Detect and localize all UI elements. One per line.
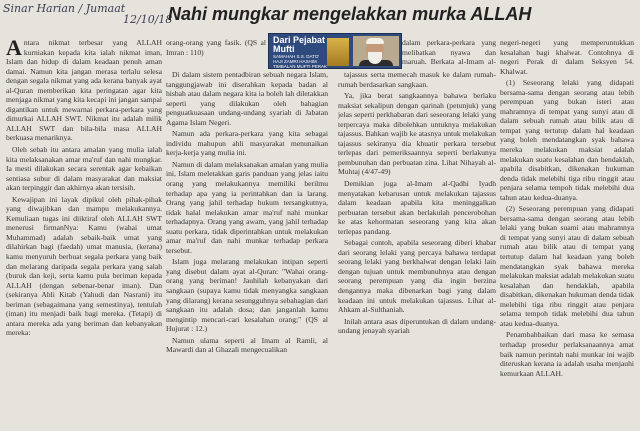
article-column-2 — [166, 70, 328, 431]
handwritten-source: Sinar Harian / Jumaat — [3, 2, 126, 15]
col2-paragraph-2: Namun ada perkara-perkara yang kita sebagai individu mahupun ahli masyarakat menunaikan kerja-kerja yang mulia ini. — [166, 129, 328, 158]
col3-paragraph-5: Inilah antara asas diperuntukan di dalam undang-undang jenayah syariah — [338, 316, 496, 336]
col3-top-text: dalam perkara-perkara yang melibatkan nyawa dan maruah. Berkata al-Imam al- — [402, 38, 496, 67]
mosque-building-image — [327, 38, 349, 66]
article-column-4 — [500, 38, 634, 431]
col4-paragraph-1: negeri-negeri yang memperuntukkan kesalahan bagi khalwat. Contohnya di negeri Perak di dalam Seksyen 54. Khalwat. — [500, 38, 634, 76]
col3-paragraph-2: Ya, jika berat sangkaannya bahawa berlaku maksiat sekalipun dengan qarinah (petunjuk) yang jelas seperti perkhabaran dari seseorang lelaki yang terpercaya maka dibolehkan untuknya melakukan tajassus. Bahkan wajib ke atasnya untuk melakukan tajassus sekiranya dia khuatir perkara tersebut terlepas dari pemeriksaannya seperti berlakunya pembunuhan dan perbuatan zina. Lihat Nihayah al-Muhtaj (4/47-49) — [338, 91, 496, 177]
col2-paragraph-4: Islam juga melarang melakukan intipan seperti yang disebut dalam ayat al-Quran: "Wahai orang-orang yang beriman! Jauhilah kebanyakan dari sangkaan (supaya kamu tidak menyangka sangkaan yang dilarang) kerana sesungguhnya sebahagian dari sangkaan itu adalah dosa; dan janganlah kamu mengintip mencari-cari kesalahan orang;" (QS al Hujurat : 12.) — [166, 257, 328, 334]
col1-paragraph-3: Kewajipan ini layak dipikul oleh pihak-pihak yang diwajibkan dan mampu melakukannya. Kemuliaan tugas ini diiktiraf oleh ALLAH SWT menerusi firmanNya: Kamu (wahai umat Muhammad) adalah sebaik-baik umat yang dilahirkan bagi (faedah) umat manusia, (kerana) kamu menyuruh berbuat segala perkara yang baik dan melarang daripada segala perkara yang salah (buruk dan keji, serta kamu pula beriman kepada ALLAH (dengan sebenar-benar iman). Dan (sekiranya Ahli Kitab (Yahudi dan Nasrani) itu beriman (sebagaimana yang semestinya), tentulah (iman) itu menjadi baik bagi mereka. (Tetapi) di antara mereka ada yang beriman dan kebanyakan mereka: — [6, 194, 162, 338]
article-column-3-top — [402, 38, 496, 68]
inset-title: Dari Pejabat Mufti — [273, 35, 326, 54]
col2-paragraph-3: Namun di dalam melaksanakan amalan yang mulia ini, Islam meletakkan garis panduan yang jelas iaitu orang yang melakukannya memiliki berilmu terhadap apa yang ia perintahkan dan ia larang. Orang yang jahil terhadap hukum tersangkutnya, tidak halal melakukan amar ma'ruf nahi munkar terhadapnya. Orang yang awam, yang jahil terhadap suatu perkara, tidak diperintahkan untuk melakukan amar ma'ruf dan nahi munkar terhadap perkara tersebut. — [166, 159, 328, 255]
col2-paragraph-1: Di dalam sistem pentadbiran sebuah negara Islam, tanggungjawab ini diserahkan kepada badan al hisbah atau dalam negara kita ia boleh lah diletakkan seperti yang dilakukan oleh bahagian penguatkuasaan undang-undang syariah di Jabatan Agama Islam Negeri. — [166, 70, 328, 127]
drop-cap: A — [6, 38, 22, 60]
mufti-portrait-photo — [353, 36, 399, 66]
inset-byline: SAMAHAH S.S. DATO' HAJI ZAMRI HASHIM TIMBALAN MUFTI PERAK — [273, 54, 328, 69]
col1-paragraph-1-text: ntara nikmat terbesar yang ALLAH kurniakan kepada kita ialah nikmat iman, Islam dan hidup di dalam keadaan penuh aman damai. Namun kita jangan merasa terlalu selesa dengan segala nikmat yang ada kerana banyak ayat al-Quran memberikan kita peringatan agar kita menjaga nikmat yang kita kecapi ini jangan sampai digantikan untuk mewarnai perkara-perkara yang dimurkai ALLAH SWT. Nikmat itu adalah milik ALLAH SWT dan bila-bila masa ALLAH berkuasa menariknya. — [6, 38, 162, 143]
col3-paragraph-3: Demikian juga al-Imam al-Qadhi Iyadh menyatakan keharusan untuk melakukan tajassus dalam keadaan apabila kita meninggalkan perbuatan tersebut akan berlakulah pencerobohan ke atas kehormatan seseorang yang kita akan terlepas pandang. — [338, 179, 496, 236]
col4-paragraph-4: Penambahbaikan dari masa ke semasa terhadap prosedur perlaksanaannya amat baik namun perintah nahi munkar ini wajib diteruskan kerana ia adalah usaha menjauhi kemurkaan ALLAH. — [500, 330, 634, 378]
handwritten-date: 12/10/18 — [123, 13, 173, 26]
col1-paragraph-1 — [6, 38, 162, 143]
col2-paragraph-5: Namun ulama seperti al Imam al Ramli, al Mawardi dan al Ghazali mengecualikan — [166, 335, 328, 355]
col3-paragraph-4: Sebagai contoh, apabila seseorang diberi khabar dari seorang lelaki yang percaya bahawa terdapat seorang lelaki yang berkhalwat dengan lelaki lain dengan tujuan untuk membunuhnya atau dengan seorang perempuan yang dia ingin berzina dengannya maka dibenarkan bagi yang dalam keadaan ini untuk melakukan tajassus. Lihat al-Ahkam al-Sulthaniah. — [338, 238, 496, 315]
col3-paragraph-1: tajassus serta memecah masuk ke dalam rumah-rumah berdasarkan sangkaan. — [338, 70, 496, 89]
article-column-1 — [6, 38, 162, 431]
col2-top-text: orang-orang yang fasik. (QS al Imran : 110) — [166, 38, 266, 57]
col1-paragraph-2: Oleh sebab itu antara amalan yang mulia ialah kita melaksanakan amar ma'ruf dan nahi mungkar. Ia mesti dilakukan secara serentak agar kebaikan sentiasa subur di dalam masyarakat dan maksiat akan terpinggir dan akhirnya akan tersisih. — [6, 145, 162, 193]
col4-paragraph-2: (1) Seseorang lelaki yang didapati bersama-sama dengan seorang atau lebih perempuan yang bukan isteri atau mahramnya di tempat yang sunyi atau di dalam sebuah rumah atau bilik atau di tempat yang tertutup dalam hal keadaan yang boleh mendatangkan syak bahawa mereka melakukan maksiat adalah melakukan suatu kesalahan dan hendaklah, apabila disabitkan, dikenakan hukuman denda tidak melebihi tiga ribu ringgit atau penjara selama tempoh tidak melebihi dua tahun atau kedua-duanya. — [500, 78, 634, 202]
article-column-3 — [338, 70, 496, 431]
article-headline: Nahi mungkar mengelakkan murka ALLAH — [168, 4, 532, 24]
handwritten-note — [3, 2, 173, 26]
article-column-2-top — [166, 38, 266, 66]
col4-paragraph-3: (2) Seseorang perempuan yang didapati bersama-sama dengan seorang atau lebih lelaki yang bukan suami atau mahramnya di tempat yang sunyi atau di dalam sebuah rumah atau bilik atau di tempat yang tertutup dalam hal keadaan yang boleh mendatangkan syak bahawa mereka melakukan maksiat adalah melakukan suatu kesalahan dan hendaklah, apabila disabitkan, dikenakan hukuman denda tidak melebihi tiga ribu ringgit atau penjara selama tempoh tidak melebihi dua tahun atau kedua-duanya. — [500, 204, 634, 328]
mufti-inset-box — [268, 33, 402, 69]
